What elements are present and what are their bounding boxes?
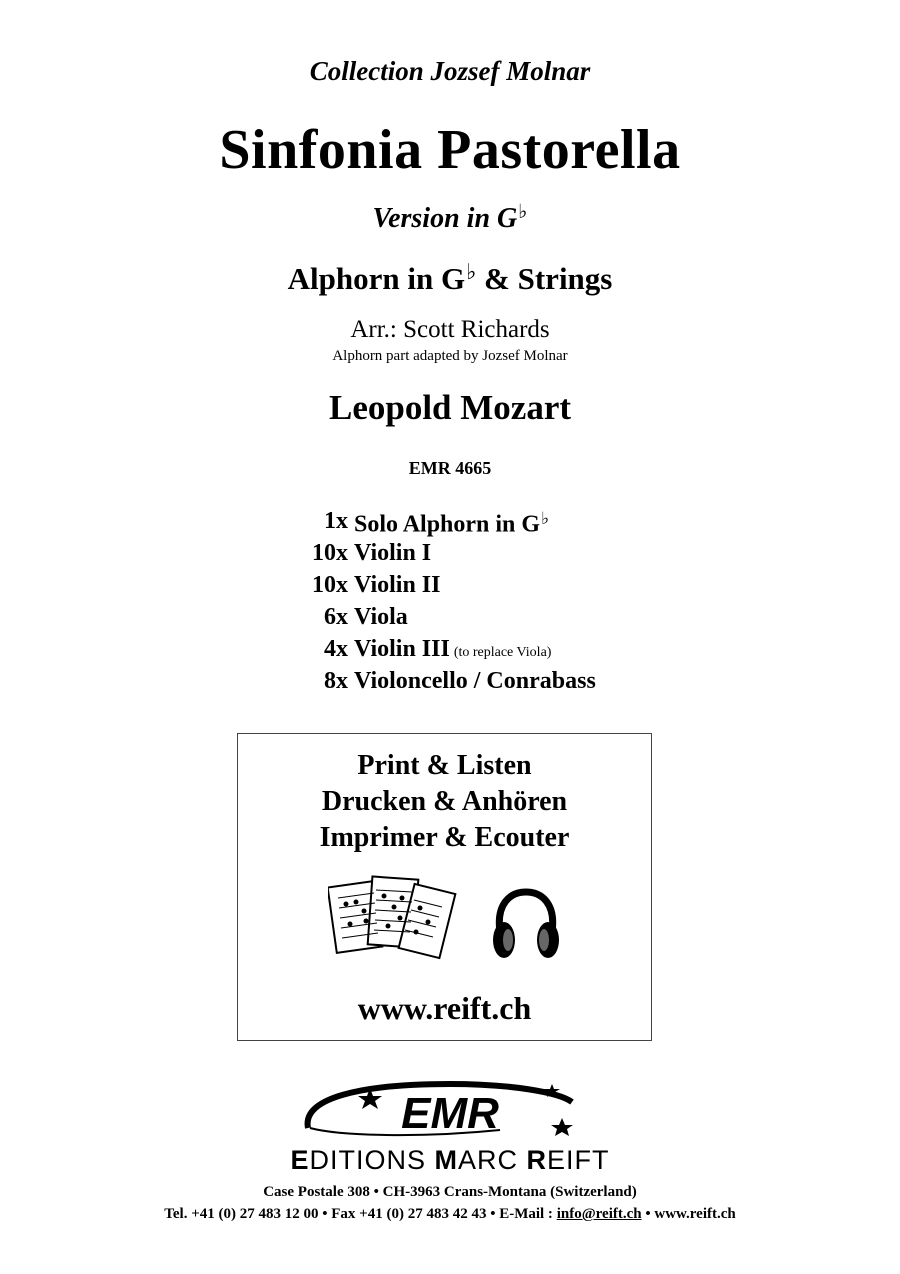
part-name: Solo Alphorn in G: [354, 511, 541, 538]
list-item: [0, 604, 900, 634]
catalog-code: EMR 4665: [408, 458, 492, 478]
list-item: [0, 540, 900, 570]
part-name: Violin I: [354, 540, 432, 566]
marc-rest: ARC: [458, 1145, 527, 1175]
list-item: [0, 668, 900, 698]
composer: Leopold Mozart: [328, 388, 572, 427]
list-item: [0, 508, 900, 538]
promo-line-fr: Imprimer & Ecouter: [319, 822, 570, 853]
collection-name: Collection Jozsef Molnar: [309, 56, 591, 86]
instrumentation-text: Alphorn in G: [287, 260, 466, 296]
publisher-address: Case Postale 308 • CH-3963 Crans-Montana (Switzerland): [263, 1184, 637, 1200]
flat-symbol: ♭: [541, 509, 549, 528]
instrumentation: [0, 260, 900, 297]
list-item: [0, 572, 900, 602]
promo-line-en: Print & Listen: [357, 750, 532, 781]
instrumentation-suffix: & Strings: [476, 260, 613, 296]
flat-symbol: ♭: [518, 202, 528, 223]
contact-prefix: Tel. +41 (0) 27 483 12 00 • Fax +41 (0) 27 483 42 43 • E-Mail :: [164, 1206, 557, 1222]
logo-text: EMR: [401, 1089, 499, 1138]
editions-initial: E: [290, 1145, 310, 1175]
part-name: Violin II: [354, 572, 441, 598]
email-link[interactable]: info@reift.ch: [556, 1206, 642, 1222]
reift-rest: EIFT: [547, 1145, 610, 1175]
arranger: Arr.: Scott Richards: [350, 316, 550, 343]
emr-logo: [300, 1078, 590, 1140]
part-qty: 8x: [324, 668, 348, 694]
reift-initial: R: [526, 1145, 548, 1175]
marc-initial: M: [434, 1145, 458, 1175]
list-item: [0, 636, 900, 666]
promo-url-link[interactable]: www.reift.ch: [357, 990, 532, 1026]
part-qty: 10x: [312, 572, 348, 598]
publisher-contact: [0, 1206, 900, 1223]
part-note: (to replace Viola): [453, 645, 552, 660]
version-text: Version in G: [372, 202, 518, 234]
print-listen-box: [237, 733, 652, 1041]
promo-line-de: Drucken & Anhören: [321, 786, 568, 817]
part-name: Violin III: [354, 636, 450, 662]
flat-symbol: ♭: [466, 260, 477, 284]
publisher-name: [0, 1145, 900, 1176]
part-qty: 4x: [324, 636, 348, 662]
part-qty: 10x: [312, 540, 348, 566]
part-name: Violoncello / Conrabass: [354, 668, 596, 694]
page-title: Sinfonia Pastorella: [219, 119, 681, 181]
editions-rest: DITIONS: [309, 1145, 435, 1175]
part-qty: 1x: [324, 508, 348, 534]
sheet-music-icon: [328, 874, 458, 964]
headphones-icon: [490, 886, 562, 964]
version-line: [0, 200, 900, 235]
part-name-line: [354, 636, 551, 663]
contact-suffix: • www.reift.ch: [641, 1206, 736, 1222]
part-name: Viola: [354, 604, 408, 630]
part-qty: 6x: [324, 604, 348, 630]
part-name-line: [354, 508, 549, 539]
adapted-credit: Alphorn part adapted by Jozsef Molnar: [332, 348, 568, 364]
